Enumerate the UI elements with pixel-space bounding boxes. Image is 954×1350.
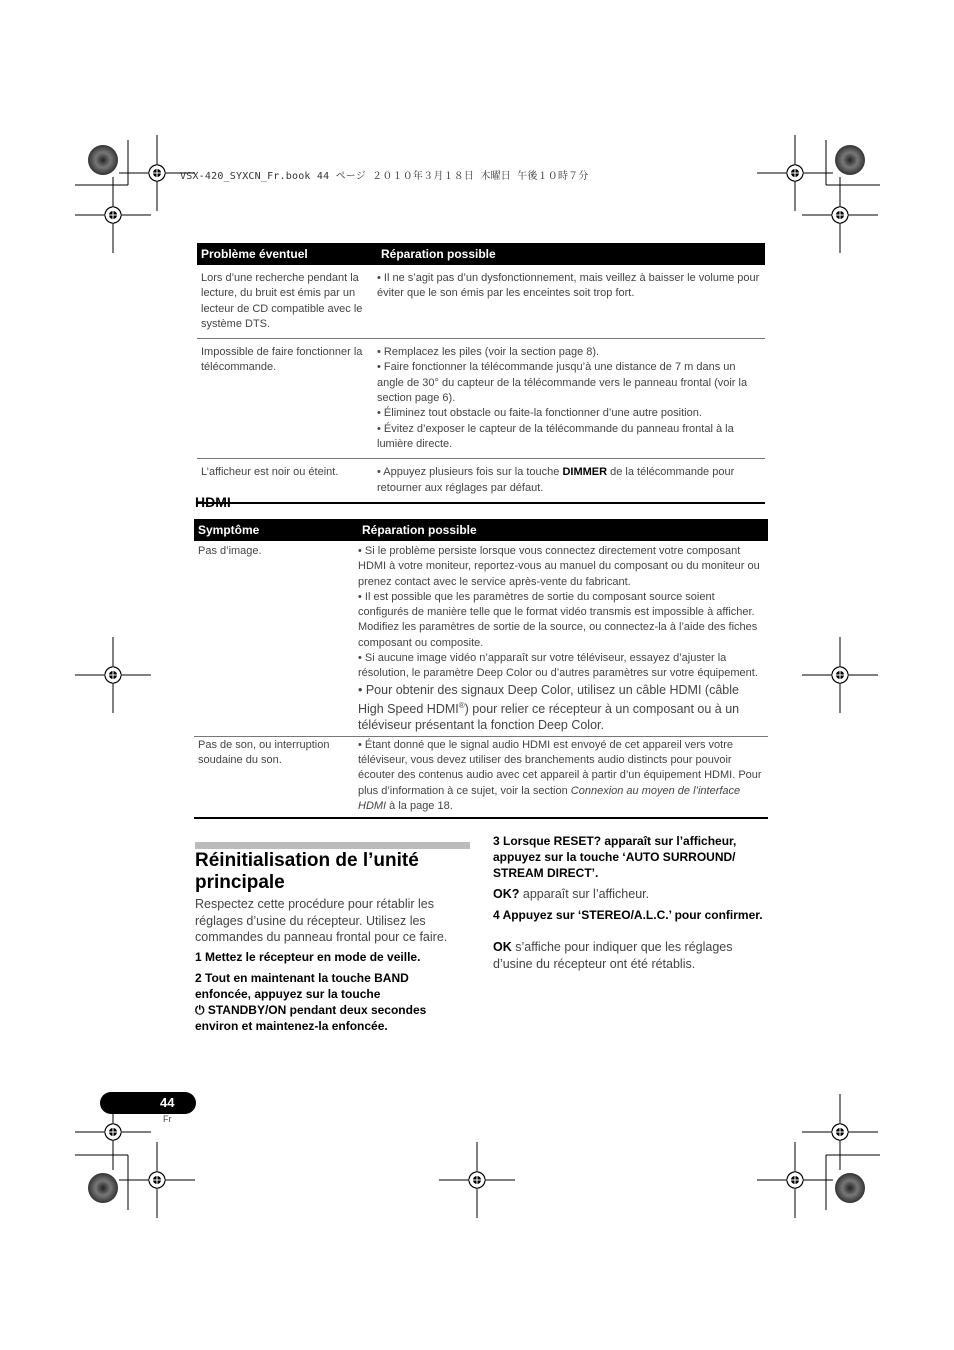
crosshair-mark-top-right [757,135,833,211]
solution-cell [373,459,765,502]
solution-item: • Évitez d’exposer le capteur de la télécommande du panneau frontal à la lumière directe. [377,422,734,450]
solution-text: à la page 18. [386,800,453,813]
solution-item: • Faire fonctionner la télécommande jusqu’à une distance de 7 m dans un angle de 30° du capteur de la télécommande vers le panneau frontal (voir la section page 6). [377,361,748,405]
table-row [197,459,765,502]
hdmi-table [194,519,768,819]
problem-cell: Lors d’une recherche pendant la lecture, du bruit est émis par un lecteur de CD compatible avec le système DTS. [201,272,363,330]
solution-item: • Si le problème persiste lorsque vous connectez directement votre composant HDMI à votre moniteur, reportez-vous au manuel du composant ou du moniteur ou prenez contact avec le service après-vente du fabricant. [358,545,760,588]
solution-text: • Pour obtenir des signaux Deep Color, utilisez un câble HDMI (câble High Speed HDMI [358,682,739,716]
crosshair-mark-top-left-2 [75,177,151,253]
section-divider [195,842,470,849]
crosshair-mark-top-right-2 [802,177,878,253]
solution-cell [373,265,765,338]
reset-intro: Respectez cette procédure pour rétablir les réglages d’usine du récepteur. Utilisez les commandes du panneau frontal pour ce faire. [195,897,448,944]
solution-text: • Appuyez plusieurs fois sur la touche [377,466,563,479]
table-header [197,243,765,265]
solution-item: • Il ne s’agit pas d’un dysfonctionnement, mais veillez à baisser le volume pour éviter que le son émis par les enceintes soit trop fort. [377,272,760,300]
color-wheel-mark-top-right [835,145,865,175]
table-row [194,737,768,817]
reset-step-3-result [493,886,763,903]
step-text: 2 Tout en maintenant la touche BAND enfoncée, appuyez sur la touche [195,971,409,1001]
solution-item: • Remplacez les piles (voir la section page 8). [377,346,600,359]
column-header-solution: Réparation possible [362,523,477,537]
column-header-symptom: Symptôme [198,523,260,537]
display-ok: OK [493,940,512,954]
solution-item: • Il est possible que les paramètres de sortie du composant source soient configurés de manière telle que le format vidéo transmis est impossible à afficher. Modifiez les paramètres de sortie de la source, ou connectez-la à l’aide des fiches composant ou composite. [358,590,758,649]
problem-cell: L’afficheur est noir ou éteint. [201,466,339,479]
solution-item: • Si aucune image vidéo n’apparaît sur votre téléviseur, essayez d’ajuster la résolution, le paramètre Deep Color ou d’autres paramètres sur votre équipement. [358,652,758,680]
page-language: Fr [163,1114,172,1124]
crosshair-mark-bottom-center [439,1142,515,1218]
result-text: apparaît sur l’afficheur. [519,887,650,901]
solution-text: de la télécommande pour retourner aux réglages par défaut. [377,466,735,494]
troubleshooting-table [197,243,765,504]
problem-cell: Pas d’image. [198,545,262,557]
solution-item: • Éliminez tout obstacle ou faite-la fonctionner d’une autre position. [377,407,702,420]
solution-cell [354,541,768,736]
color-wheel-mark-bottom-left [88,1173,118,1203]
dimmer-key-label: DIMMER [562,466,608,479]
color-wheel-mark-top-left [88,145,118,175]
display-ok-question: OK? [493,887,520,901]
page-number-badge [100,1092,196,1114]
page-number: 44 [160,1095,175,1110]
solution-cell [373,339,765,458]
table-row [197,339,765,459]
reset-step-1: 1 Mettez le récepteur en mode de veille. [195,950,421,964]
crosshair-mark-bottom-right-2 [802,1094,878,1170]
table-row [194,541,768,737]
problem-cell: Impossible de faire fonctionner la télécommande. [201,346,363,374]
crosshair-mark-bottom-right [757,1142,833,1218]
solution-cell [354,737,768,817]
table-row [197,265,765,339]
reset-step-2 [195,970,465,1034]
section-reference: Connexion au moyen de l’interface HDMI [358,784,741,813]
crosshair-mark-mid-right [802,637,878,713]
section-title: Réinitialisation de l’unité principale [195,850,419,893]
file-header: VSX-420_SYXCN_Fr.book 44 ページ ２０１０年３月１８日 木曜日 午後１０時７分 [180,171,589,182]
step-text: STANDBY/ON pendant deux secondes environ et maintenez-la enfoncée. [195,1003,427,1033]
column-header-solution: Réparation possible [381,247,496,261]
standby-icon: ⏻ [195,1003,205,1017]
registered-mark: ® [458,700,465,710]
reset-step-4-result [493,939,763,972]
table-header [194,519,768,541]
crosshair-mark-mid-left [75,637,151,713]
solution-text: ) pour relier ce récepteur à un composant ou à un téléviseur présentant la fonction Deep Color. [358,701,740,732]
crosshair-mark-bottom-left-2 [119,1142,195,1218]
color-wheel-mark-bottom-right [835,1173,865,1203]
hdmi-heading: HDMI [195,494,231,510]
reset-step-4: 4 Appuyez sur ‘STEREO/A.L.C.’ pour confirmer. [493,908,763,922]
problem-cell: Pas de son, ou interruption soudaine du son. [198,738,330,767]
column-header-problem: Problème éventuel [201,247,308,261]
result-text: s’affiche pour indiquer que les réglages d’usine du récepteur ont été rétablis. [493,940,733,971]
solution-text: • Étant donné que le signal audio HDMI est envoyé de cet appareil vers votre téléviseur, vous devez utiliser des branchements audio distincts pour pouvoir écouter des contenus audio avec cet appareil à partir d’un équipement HDMI. Pour plus d’information à ce sujet, voir la section [358,738,762,797]
reset-step-3: 3 Lorsque RESET? apparaît sur l’afficheur, appuyez sur la touche ‘AUTO SURROUND/ STREAM DIRECT’. [493,834,737,880]
